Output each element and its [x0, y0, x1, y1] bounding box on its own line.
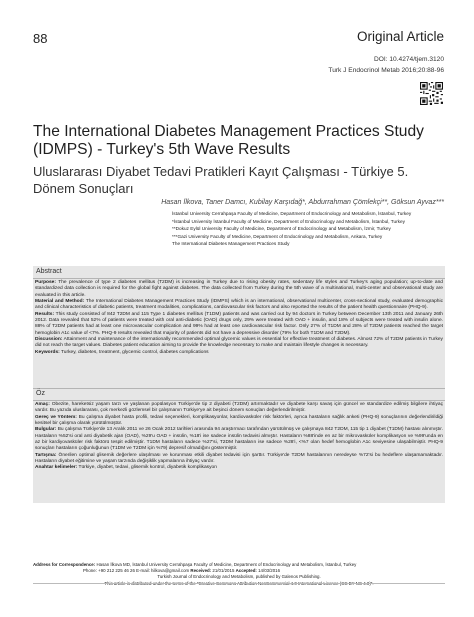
- discussion-text: Attainment and maintenance of the internationally recommended optimal glycemic values is essential for effective treatment of diabetes. Almost 72% of T2DM patients in Turkey did not reach the target values. Diabetes patient education aiming to provide the knowledge necessary to make and maintain lifestyle changes is necessary.: [35, 337, 443, 349]
- affiliation: İstanbul University Cerrahpaşa Faculty of Medicine, Department of Endocrinology and Metabolism, İstanbul, Turkey: [172, 211, 412, 216]
- article-type: Original Article: [356, 29, 444, 44]
- qr-code-icon: [420, 82, 443, 105]
- accepted-date: 14/03/2016: [258, 568, 281, 574]
- article-title-english: The International Diabetes Management Practices Study (IDMPS) - Turkey's 5th Wave Results: [33, 123, 424, 158]
- email-link[interactable]: hilkova@gmail.com: [151, 568, 190, 574]
- email-label: E-mail:: [136, 568, 150, 574]
- correspondence-text: Hasan İlkova MD, İstanbul University Cerrahpaşa Faculty of Medicine, Department of Endocrinology and Metabolism, İstanbul, Turkey: [96, 562, 357, 567]
- purpose-text: The prevalence of type 2 diabetes mellitus (T2DM) is increasing in Turkey due to rising obesity rates, sedentary life styles and Turkey's aging population; up-to-date and standardized data collection is required for the global fight against diabetes. The data collected from Turkey during the 5th wave of a multinational, multi-center and observational study are evaluated in this article.: [35, 280, 443, 298]
- results-text: This study consisted of 842 T2DM and 115 Type 1 diabetes mellitus (T1DM) patients and was carried out by 94 doctors in Turkey between December 13th 2011 and January 26th 2012. Data revealed that 52% of patients were treated with oral anti-diabetic (OAD) drugs only, 29% were treated with OAD + insulin, and 18% of subjects were treated with insulin alone. 88% of T2DM patients had at least one microvascular complication and 99% had at least one cardiovascular risk factor. Only 27% of T1DM and 28% of T2DM patients reached the target hemoglobin A1c value of <7%. PHQ-9 results revealed that majority of patients did not have a depressive disorder (79% for both T1DM and T2DM).: [35, 311, 443, 336]
- doi-link[interactable]: DOI: 10.4274/tjem.3120: [373, 56, 444, 63]
- affiliation: The International Diabetes Management Practices Study: [172, 241, 290, 247]
- abstract-heading: Abstract: [36, 268, 62, 275]
- anahtar-label: Anahtar kelimeler:: [35, 465, 78, 471]
- ozet-heading: Öz: [36, 390, 45, 397]
- journal-line: Turkish Journal of Endocrinology and Metabolism, published by Galenos Publishing.: [157, 574, 321, 580]
- tartisma-label: Tartışma:: [35, 452, 57, 458]
- author-list: Hasan İlkova, Taner Damcı, Kubilay Karşıdağ*, Abdurrahman Çömlekçi**, Göksun Ayvaz***: [161, 199, 444, 206]
- article-title-turkish: Uluslararası Diyabet Tedavi Pratikleri Kayıt Çalışması - Türkiye 5. Dönem Sonuçları: [33, 164, 409, 196]
- tartisma-text: Önerilen optimal glisemik değerlere ulaşılması ve korunması etkili diyabet tedavisi için şarttır. Türkiye'de T2DM hastalarının neredeyse %72'si bu hedeflere ulaşamamaktadır. Hastaların diyabet eğitimine ve yaşam tarzında değişiklik yapmalarına ihtiyaç vardır.: [35, 452, 443, 465]
- received-label: Received:: [190, 568, 212, 574]
- abstract-panel: [33, 266, 445, 503]
- citation: Turk J Endocrinol Metab 2016;20:88-96: [328, 66, 444, 74]
- phone-label: Phone:: [83, 568, 97, 574]
- received-date: 21/01/2015: [212, 568, 235, 574]
- keywords-label: Keywords:: [35, 349, 60, 355]
- bulgular-label: Bulgular:: [35, 427, 57, 433]
- divider: [33, 388, 445, 389]
- results-label: Results:: [35, 311, 55, 317]
- divider: [33, 583, 445, 584]
- ozet-body: [35, 402, 443, 472]
- divider: [33, 278, 445, 279]
- accepted-label: Accepted:: [235, 568, 257, 574]
- amac-label: Amaç:: [35, 402, 50, 407]
- divider: [33, 400, 445, 401]
- page-number: 88: [33, 31, 48, 46]
- affiliation: ***Gazi University Faculty of Medicine, Department of Endocrinology and Metabolism, Ankara, Turkey: [172, 233, 383, 239]
- correspondence-label: Address for Correspondence:: [33, 562, 96, 567]
- gerec-text: Bu çalışma diyabet hasta profili, tedavi seçenekleri, komplikasyonlar, kardiovasküler risk faktörleri, ayrıca hastaların sağlık anketi (PHQ-9) sonuçlarının değerlendirildiği kesitsel bir çalışma olarak yürütülmüştür.: [35, 414, 443, 427]
- purpose-label: Purpose:: [35, 280, 56, 285]
- affiliations: [172, 210, 444, 248]
- bulgular-text: Bu çalışma Türkiye'de 13 Aralık 2011 ve 26 Ocak 2012 tarihleri arasında 94 araştırmacı tarafından yürütülmüş ve çalışmaya 842 T2DM, 115 tip 1 diyabet (T1DM) hastası alınmıştır. Hastaların %52'si oral anti diyabetik ajan (OAD), %29'u OAD + insülin, %18'i ise sadece insülin tedavisi almıştır. Hastaların %88'inde en az bir mikrovasküler komplikasyon ve %99'unda en az bir kardiyovasküler risk faktörü tespit edilmiştir. T1DM hastaların sadece %27'si, T2DM hastaların ise sadece %28'i, <%7 olan hedef hemoglobin A1c seviyesine ulaşabilmiştir. PHQ-9 sonuçları hastaların çoğunluğunun (T1DM ve T2DM için %79) depresif olmadığını göstermiştir.: [35, 427, 443, 452]
- abstract-body: [35, 280, 443, 356]
- keywords-text: Turkey, diabetes, treatment, glycemic control, diabetes complications: [61, 349, 209, 355]
- discussion-label: Discussion:: [35, 337, 63, 343]
- phone-value: +90 212 225 46 26: [98, 568, 135, 574]
- article-meta: [328, 55, 444, 76]
- methods-label: Material and Method:: [35, 299, 85, 305]
- anahtar-text: Türkiye, diyabet, tedavi, glisemik kontrol, diyabetik komplikasyon: [78, 465, 217, 471]
- affiliation: *İstanbul University İstanbul Faculty of Medicine, Department of Endocrinology and Metabolism, İstanbul, Turkey: [172, 218, 405, 224]
- methods-text: The International Diabetes Management Practices Study (IDMPS) which is an international, observational multicenter, cross-sectional study, evaluated demographic and clinical characteristics of diabetic patients, treatment modalities, complications, cardiovascular risk factors and also reported the results of the patient health questionnaire (PHQ-9).: [35, 299, 443, 311]
- affiliation: **Dokuz Eylül University Faculty of Medicine, Department of Endocrinology and Metabolism, İzmir, Turkey: [172, 226, 391, 232]
- amac-text: Obezite, hareketsiz yaşam tarzı ve yaşlanan popülasyon Türkiye'de tip 2 diyabeti (T2DM) artırmaktadır ve diyabete karşı savaş için güncel ve standardize edilmiş bilgilere ihtiyaç vardır. Bu yazıda uluslararası, çok merkezli gözlemsel bir çalışmanın Türkiye'ye ait beşinci dönem sonuçları değerlendirilmiştir.: [35, 402, 443, 414]
- gerec-label: Gereç ve Yöntem:: [35, 414, 77, 420]
